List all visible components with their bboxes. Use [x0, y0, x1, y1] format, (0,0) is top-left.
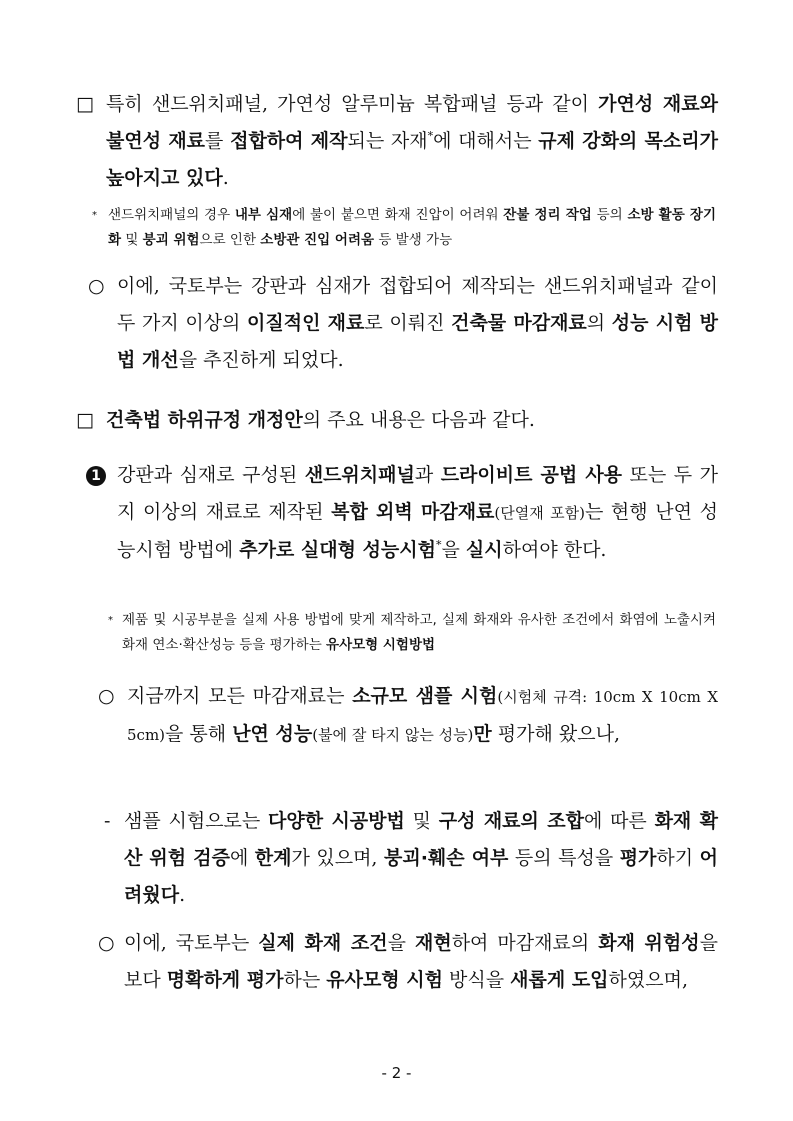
text-segment: 샘플 시험으로는 — [124, 810, 269, 832]
bold-phrase: 명확하게 평가 — [166, 969, 284, 991]
paragraph-sandwich-panel-regulation — [106, 86, 718, 197]
text-segment: 을 — [387, 932, 415, 954]
bold-phrase: 실제 화재 조건 — [258, 932, 388, 954]
bold-phrase: 추가로 실대형 성능시험 — [239, 539, 436, 561]
text-segment: 의 — [586, 312, 612, 334]
paragraph-sample-test-limits — [124, 803, 718, 914]
paragraph-ministry-initiative — [117, 268, 718, 379]
text-segment: 평가해 왔으나, — [491, 723, 621, 745]
text-segment: 에 불이 붙으면 화재 진압이 어려워 — [292, 207, 504, 223]
paragraph-amendment-intro — [106, 402, 718, 439]
circle-bullet: ○ — [98, 932, 115, 954]
text-segment: 하여 마감재료의 — [451, 932, 599, 954]
text-segment: 되는 자재 — [347, 130, 428, 152]
bold-phrase: 복합 외벽 마감재료 — [331, 501, 495, 523]
footnote-star: * — [108, 615, 113, 626]
dash-bullet: - — [104, 810, 111, 832]
box-bullet: □ — [76, 409, 94, 431]
text-segment: 하였으며, — [608, 969, 689, 991]
text-segment: 을 통해 — [165, 723, 233, 745]
text-segment: 는 현행 난연 성능시험 방법에 — [117, 501, 718, 561]
bold-phrase: 유사모형 시험방법 — [326, 637, 436, 653]
bold-phrase: 붕괴·훼손 여부 — [383, 847, 509, 869]
paragraph-small-sample-test — [127, 678, 718, 754]
text-segment: 가 있으며, — [291, 847, 384, 869]
bold-phrase: 건축법 하위규정 개정안 — [106, 409, 303, 431]
text-segment: 하여야 한다. — [502, 539, 607, 561]
bold-phrase: 붕괴 위험 — [142, 232, 200, 248]
text-segment: 특히 샌드위치패널, 가연성 알루미늄 복합패널 등과 같이 — [106, 93, 599, 115]
text-segment: 강판과 심재로 구성된 — [117, 464, 305, 486]
text-segment: 샌드위치패널의 경우 — [108, 207, 235, 223]
bold-phrase: 재현 — [414, 932, 452, 954]
circle-bullet: ○ — [98, 685, 115, 707]
bold-phrase: 이질적인 재료 — [247, 312, 365, 334]
text-segment: 및 — [404, 810, 439, 832]
bold-phrase: 가연성 재료와 불연성 재료 — [106, 93, 718, 152]
bold-phrase: 내부 심재 — [234, 207, 293, 223]
text-segment: 방식을 — [443, 969, 511, 991]
bold-phrase: 화재 확산 위험 검증 — [124, 810, 718, 869]
text-segment: 에 대해서는 — [433, 130, 539, 152]
text-segment: (시험체 규격: 10cm X 10cm X 5cm) — [127, 688, 718, 744]
text-segment: 를 — [205, 130, 231, 152]
text-segment: 으로 인한 — [199, 232, 261, 248]
box-bullet: □ — [76, 93, 94, 115]
circle-bullet: ○ — [88, 275, 105, 297]
bold-phrase: 만 — [473, 723, 492, 745]
footnote-mark: * — [427, 129, 434, 143]
bold-phrase: 접합하여 제작 — [230, 130, 348, 152]
paragraph-full-scale-test — [117, 457, 718, 569]
footnote-mark: * — [436, 538, 442, 552]
bold-phrase: 드라이비트 공법 사용 — [440, 464, 623, 486]
bold-phrase: 평가 — [619, 847, 657, 869]
text-segment: 이에, 국토부는 — [124, 932, 259, 954]
bold-phrase: 화재 위험성 — [598, 932, 700, 954]
text-segment: (불에 잘 타지 않는 성능) — [312, 726, 474, 744]
text-segment: 등 발생 가능 — [374, 232, 453, 248]
bold-phrase: 잔불 정리 작업 — [503, 207, 592, 223]
text-segment: 을 추진하게 되었다. — [178, 349, 344, 371]
bold-phrase: 샌드위치패널 — [304, 464, 415, 486]
bold-phrase: 소규모 샘플 시험 — [352, 685, 498, 707]
text-segment: 등의 — [591, 207, 628, 223]
text-segment: (단열재 포함) — [494, 504, 585, 522]
text-segment: 의 주요 내용은 다음과 같다. — [302, 409, 535, 431]
text-segment: . — [222, 167, 229, 189]
paragraph-new-test-method — [124, 925, 718, 999]
text-segment: 제품 및 시공부분을 실제 사용 방법에 맞게 제작하고, 실제 화재와 유사한 조건에서 화염에 노출시켜 화재 연소·확산성능 등을 평가하는 — [122, 612, 716, 653]
bold-phrase: 난연 성능 — [232, 723, 313, 745]
text-segment: 하는 — [283, 969, 327, 991]
text-segment: 지금까지 모든 마감재료는 — [127, 685, 353, 707]
bold-phrase: 건축물 마감재료 — [451, 312, 587, 334]
text-segment: 에 — [229, 847, 255, 869]
text-segment: 을 보다 — [124, 932, 718, 991]
text-segment: 또는 두 가지 이상의 재료로 제작된 — [117, 464, 718, 523]
bold-phrase: 소방관 진입 어려움 — [260, 232, 375, 248]
text-segment: 이에, 국토부는 강판과 심재가 접합되어 제작되는 샌드위치패널과 같이 두 가지 이상의 — [117, 275, 718, 334]
text-segment: 과 — [414, 464, 441, 486]
text-segment: 하기 — [656, 847, 700, 869]
bold-phrase: 어려웠다 — [124, 847, 718, 906]
bold-phrase: 실시 — [465, 539, 503, 561]
bold-phrase: 성능 시험 방법 개선 — [117, 312, 718, 371]
bold-phrase: 소방 활동 장기화 — [108, 207, 716, 248]
page-number: - 2 - — [381, 1064, 412, 1082]
text-segment: 등의 특성을 — [508, 847, 620, 869]
bold-phrase: 다양한 시공방법 — [268, 810, 405, 832]
text-segment: 로 이뤄진 — [364, 312, 452, 334]
text-segment: . — [179, 884, 186, 906]
text-segment: 을 — [441, 539, 466, 561]
footnote-full-scale-test — [122, 608, 716, 658]
text-segment: 및 — [121, 232, 143, 248]
footnote-star: * — [92, 210, 97, 221]
footnote-sandwich-panel — [108, 203, 716, 253]
text-segment: 에 따른 — [583, 810, 655, 832]
bold-phrase: 한계 — [254, 847, 292, 869]
number-one-badge: 1 — [86, 466, 106, 486]
bold-phrase: 규제 강화의 목소리가 높아지고 있다 — [106, 130, 718, 189]
bold-phrase: 유사모형 시험 — [326, 969, 443, 991]
bold-phrase: 새롭게 도입 — [510, 969, 609, 991]
bold-phrase: 구성 재료의 조합 — [438, 810, 584, 832]
